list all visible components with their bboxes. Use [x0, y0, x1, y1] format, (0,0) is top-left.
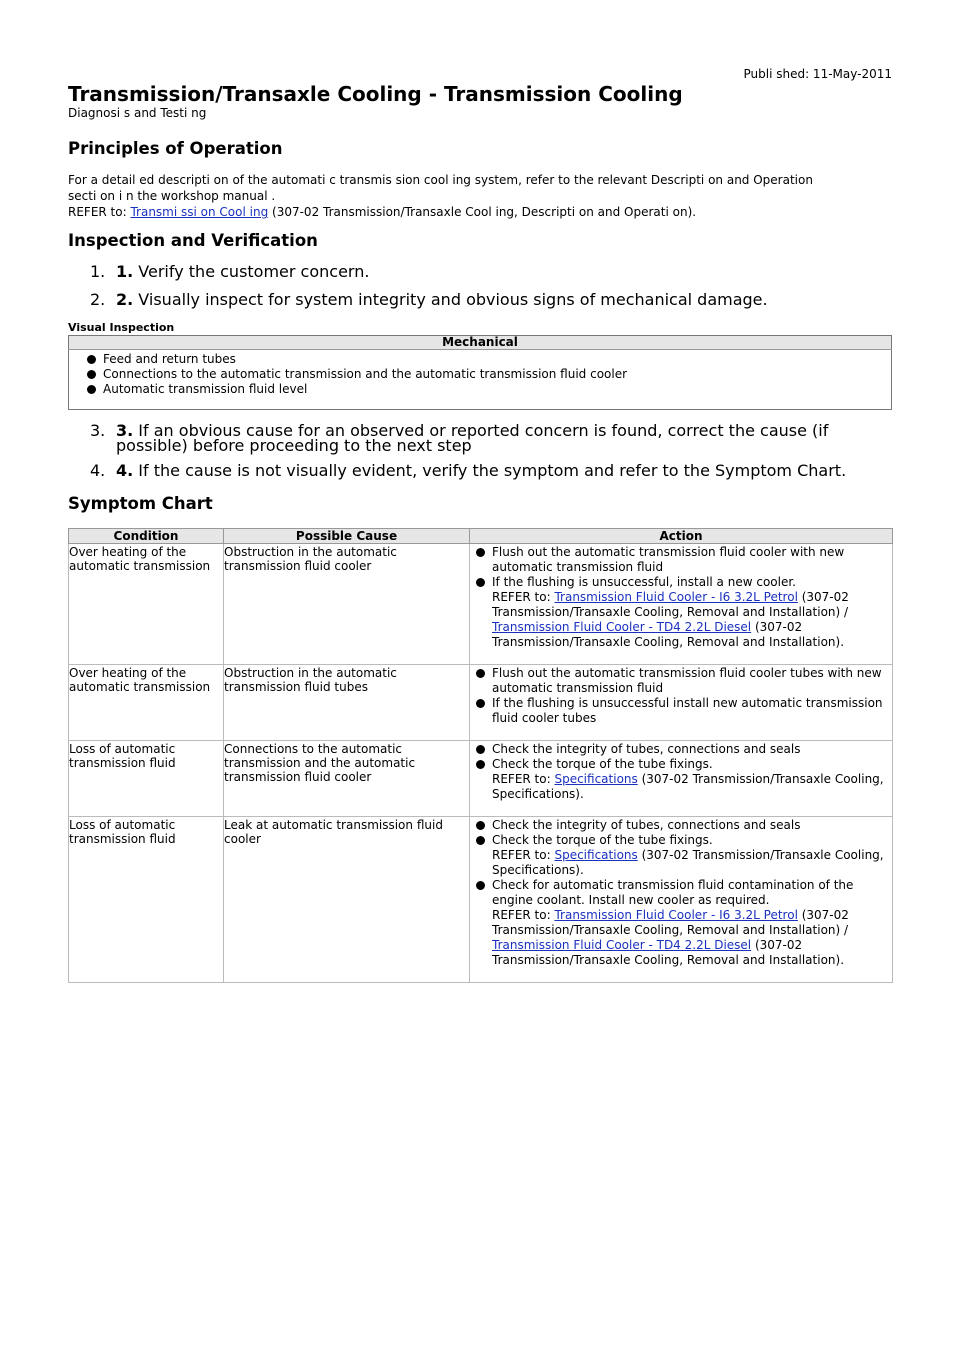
step-number: 1. [90, 262, 106, 281]
mechanical-header: Mechanical [69, 336, 892, 350]
list-item: If the flushing is unsuccessful install new automatic transmission fluid cooler tubes [474, 696, 892, 726]
step-text [116, 423, 856, 453]
principles-text [68, 172, 888, 220]
list-item: Connections to the automatic transmission and the automatic transmission fluid cooler [85, 367, 891, 382]
refer-prefix: REFER to: [492, 590, 555, 604]
mechanical-table [68, 335, 892, 410]
inspection-heading: Inspection and Verification [68, 231, 318, 250]
step-number: 2. [90, 290, 106, 309]
condition-cell: Loss of automatic transmission fluid [69, 741, 224, 817]
action-text: Check for automatic transmission fluid contamination of the engine coolant. Install new cooler as required. [492, 878, 854, 907]
step-bold-number: 4. [116, 461, 134, 480]
action-cell [470, 741, 893, 817]
action-cell [470, 665, 893, 741]
published-date: Publi shed: 11-May-2011 [743, 67, 892, 81]
condition-cell: Over heating of the automatic transmission [69, 665, 224, 741]
specifications-link[interactable]: Specifications [554, 772, 638, 786]
action-text: Check the torque of the tube fixings. [492, 757, 713, 771]
refer-prefix: REFER to: [68, 205, 131, 219]
step-bold-number: 1. [116, 262, 134, 281]
refer-prefix: REFER to: [492, 772, 555, 786]
visual-inspection-label: Visual Inspection [68, 321, 175, 334]
list-item: Flush out the automatic transmission fluid cooler tubes with new automatic transmission fluid [474, 666, 892, 696]
list-item: Check the integrity of tubes, connections and seals [474, 742, 892, 757]
column-header-condition: Condition [69, 529, 224, 544]
page-title: Transmission/Transaxle Cooling - Transmission Cooling [68, 82, 683, 106]
list-item: Flush out the automatic transmission fluid cooler with new automatic transmission fluid [474, 545, 892, 575]
cause-cell: Leak at automatic transmission fluid cooler [224, 817, 470, 983]
step-number: 3. [90, 421, 106, 440]
step-body: Visually inspect for system integrity and obvious signs of mechanical damage. [133, 290, 768, 309]
step-body: Verify the customer concern. [133, 262, 370, 281]
petrol-cooler-link[interactable]: Transmission Fluid Cooler - I6 3.2L Petrol [554, 590, 798, 604]
step-text [116, 463, 856, 478]
step-body: If the cause is not visually evident, verify the symptom and refer to the Symptom Chart. [133, 461, 847, 480]
refer-prefix: REFER to: [492, 908, 555, 922]
list-item [474, 757, 892, 802]
column-header-action: Action [470, 529, 893, 544]
refer-mid: (307-02 Transmission/Transaxle Cooling, Removal and Installation) / [492, 590, 849, 619]
action-text: If the flushing is unsuccessful, install a new cooler. [492, 575, 796, 589]
diesel-cooler-link[interactable]: Transmission Fluid Cooler - TD4 2.2L Diesel [492, 938, 752, 952]
step-body: If an obvious cause for an observed or reported concern is found, correct the cause (if possible) before proceeding to the next step [116, 421, 829, 455]
list-item: Automatic transmission fluid level [85, 382, 891, 397]
principles-heading: Principles of Operation [68, 139, 283, 158]
cause-cell: Obstruction in the automatic transmission fluid cooler [224, 544, 470, 665]
step-text [116, 292, 856, 307]
table-row [69, 817, 893, 983]
column-header-cause: Possible Cause [224, 529, 470, 544]
specifications-link[interactable]: Specifications [554, 848, 638, 862]
action-text: Check the torque of the tube fixings. [492, 833, 713, 847]
cause-cell: Connections to the automatic transmission and the automatic transmission fluid cooler [224, 741, 470, 817]
refer-suffix: (307-02 Transmission/Transaxle Cool ing, Descripti on and Operati on). [268, 205, 697, 219]
mechanical-cell [69, 350, 892, 410]
symptom-heading: Symptom Chart [68, 494, 213, 513]
list-item [474, 575, 892, 650]
condition-cell: Over heating of the automatic transmission [69, 544, 224, 665]
action-cell [470, 544, 893, 665]
principles-line-1: For a detail ed descripti on of the automati c transmis sion cool ing system, refer to the relevant Descripti on and Operation [68, 173, 813, 187]
petrol-cooler-link[interactable]: Transmission Fluid Cooler - I6 3.2L Petrol [554, 908, 798, 922]
transmission-cooling-link[interactable]: Transmi ssi on Cool ing [130, 205, 269, 219]
refer-tail: (307-02 Transmission/Transaxle Cooling, Removal and Installation). [492, 620, 845, 649]
principles-line-2: secti on i n the workshop manual . [68, 189, 276, 203]
cause-cell: Obstruction in the automatic transmission fluid tubes [224, 665, 470, 741]
condition-cell: Loss of automatic transmission fluid [69, 817, 224, 983]
diesel-cooler-link[interactable]: Transmission Fluid Cooler - TD4 2.2L Diesel [492, 620, 752, 634]
refer-mid: (307-02 Transmission/Transaxle Cooling, Specifications). [492, 848, 884, 877]
table-row [69, 741, 893, 817]
list-item: Feed and return tubes [85, 352, 891, 367]
refer-prefix: REFER to: [492, 848, 555, 862]
list-item [474, 833, 892, 878]
principles-refer [68, 204, 888, 220]
step-bold-number: 2. [116, 290, 134, 309]
symptom-table [68, 528, 893, 983]
list-item: Check the integrity of tubes, connections and seals [474, 818, 892, 833]
list-item [474, 878, 892, 968]
step-number: 4. [90, 461, 106, 480]
mechanical-list [85, 352, 891, 397]
step-bold-number: 3. [116, 421, 134, 440]
page-subtitle: Diagnosi s and Testi ng [68, 106, 207, 120]
table-row [69, 544, 893, 665]
step-text [116, 264, 856, 279]
refer-mid: (307-02 Transmission/Transaxle Cooling, Removal and Installation) / [492, 908, 849, 937]
refer-tail: (307-02 Transmission/Transaxle Cooling, Removal and Installation). [492, 938, 845, 967]
action-cell [470, 817, 893, 983]
refer-mid: (307-02 Transmission/Transaxle Cooling, Specifications). [492, 772, 884, 801]
table-row [69, 665, 893, 741]
